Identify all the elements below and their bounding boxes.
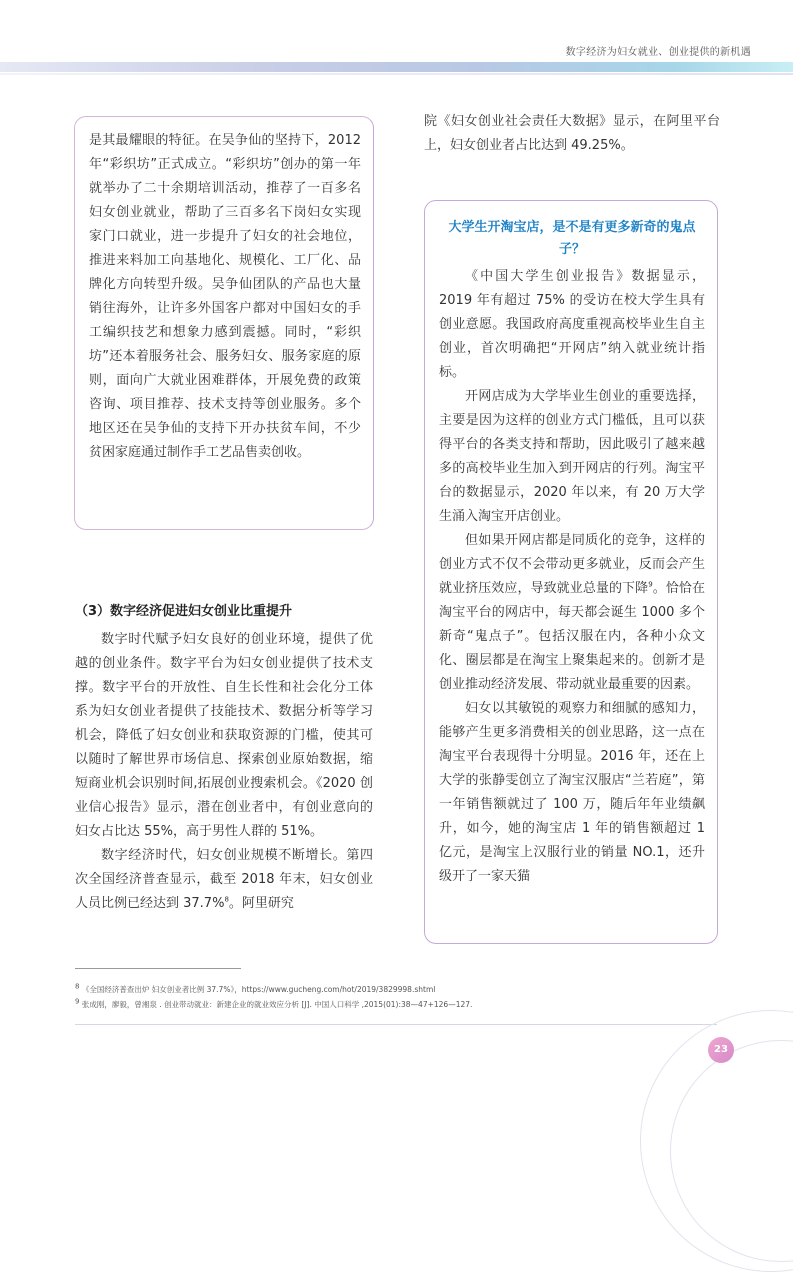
section-paragraph-1: 数字时代赋予妇女良好的创业环境，提供了优越的创业条件。数字平台为妇女创业提供了技术支撑。数字平台的开放性、自生长性和社会化分工体系为妇女创业者提供了技能技术、数据分析等学习机会，降低了妇女创业和获取资源的门槛，使其可以随时了解世界市场信息、探索创业原始数据，缩短商业机会识别时间,拓展创业搜索机会。《2020 创业信心报告》显示，潜在创业者中，有创业意向的妇女占比达 55%，高于男性人群的 51%。	[75, 632, 373, 839]
footnote-9-mark: 9	[75, 997, 80, 1006]
page-number: 23	[708, 1037, 734, 1063]
footnote-ref-8[interactable]: 8	[224, 895, 229, 904]
footnote-8-mark: 8	[75, 982, 80, 991]
left-column-body	[75, 628, 373, 916]
header-stripe	[0, 73, 793, 75]
case-box-right-paragraph-4: 妇女以其敏锐的观察力和细腻的感知力，能够产生更多消费相关的创业思路，这一点在淘宝平台表现得十分明显。2016 年，还在上大学的张静雯创立了淘宝汉服店“兰若庭”，第一年销售额就过了 100 万，随后年年业绩飙升，如今，她的淘宝店 1 年的销售额超过 1 亿元，是淘宝上汉服行业的销量 NO.1，还升级开了一家天猫	[439, 701, 705, 884]
section-paragraph-2	[75, 844, 373, 916]
footnote-8-text: 《全国经济普查出炉 妇女创业者比例 37.7%》，https://www.gucheng.com/hot/2019/3829998.shtml	[81, 985, 436, 994]
case-box-right-paragraph-1: 《中国大学生创业报告》数据显示，2019 年有超过 75% 的受访在校大学生具有创业意愿。我国政府高度重视高校毕业生自主创业，首次明确把“开网店”纳入就业统计指标。	[439, 269, 705, 380]
footnote-9-text: 张成刚，廖毅，曾湘泉 . 创业带动就业：新建企业的就业效应分析 [J]. 中国人口科学 ,2015(01):38—47+126—127.	[81, 1000, 473, 1009]
header-title: 数字经济为妇女就业、创业提供的新机遇	[565, 47, 751, 58]
right-column-top-text: 院《妇女创业社会责任大数据》显示，在阿里平台上，妇女创业者占比达到 49.25%。	[424, 114, 720, 153]
case-box-left-text: 是其最耀眼的特征。在吴争仙的坚持下，2012 年“彩织坊”正式成立。“彩织坊”创办的第一年就举办了二十余期培训活动，推荐了一百多名妇女创业就业，帮助了三百多名下岗妇女实现家门口就业，进一步提升了妇女的社会地位，推进来料加工向基地化、规模化、工厂化、品牌化方向转型升级。吴争仙团队的产品也大量销往海外，让许多外国客户都对中国妇女的手工编织技艺和想象力感到震撼。同时，“彩织坊”还本着服务社会、服务妇女、服务家庭的原则，面向广大就业困难群体，开展免费的政策咨询、项目推荐、技术支持等创业服务。多个地区还在吴争仙的支持下开办扶贫车间，不少贫困家庭通过制作手工艺品售卖创收。	[89, 133, 361, 460]
section-paragraph-2-text: 数字经济时代，妇女创业规模不断增长。第四次全国经济普查显示，截至 2018 年末，妇女创业人员比例已经达到 37.7%	[75, 848, 373, 911]
case-box-right-paragraph-2: 开网店成为大学毕业生创业的重要选择，主要是因为这样的创业方式门槛低，且可以获得平台的各类支持和帮助，因此吸引了越来越多的高校毕业生加入到开网店的行列。淘宝平台的数据显示，2020 年以来，有 20 万大学生涌入淘宝开店创业。	[439, 389, 705, 524]
case-box-left	[74, 116, 374, 530]
case-box-right-paragraph-3-text: 但如果开网店都是同质化的竞争，这样的创业方式不仅不会带动更多就业，反而会产生就业挤压效应，导致就业总量的下降	[439, 533, 705, 596]
case-box-right-paragraph-3	[439, 529, 705, 697]
header-band	[0, 62, 793, 72]
footnote-9	[75, 999, 735, 1011]
section-paragraph-2-tail: 。阿里研究	[228, 896, 294, 911]
case-box-right	[424, 200, 718, 944]
footnote-8	[75, 984, 735, 996]
section-heading: （3）数字经济促进妇女创业比重提升	[75, 604, 293, 619]
case-box-right-title: 大学生开淘宝店，是不是有更多新奇的鬼点子？	[448, 220, 696, 257]
case-box-right-body	[439, 265, 705, 889]
case-box-right-paragraph-3-tail: 。恰恰在淘宝平台的网店中，每天都会诞生 1000 多个新奇“鬼点子”。包括汉服在内，各种小众文化、圈层都是在淘宝上聚集起来的。创新才是创业推动经济发展、带动就业最重要的因素。	[439, 581, 705, 692]
footnote-ref-9[interactable]: 9	[648, 580, 653, 589]
bottom-divider	[75, 1024, 717, 1025]
footnote-rule	[75, 968, 241, 969]
